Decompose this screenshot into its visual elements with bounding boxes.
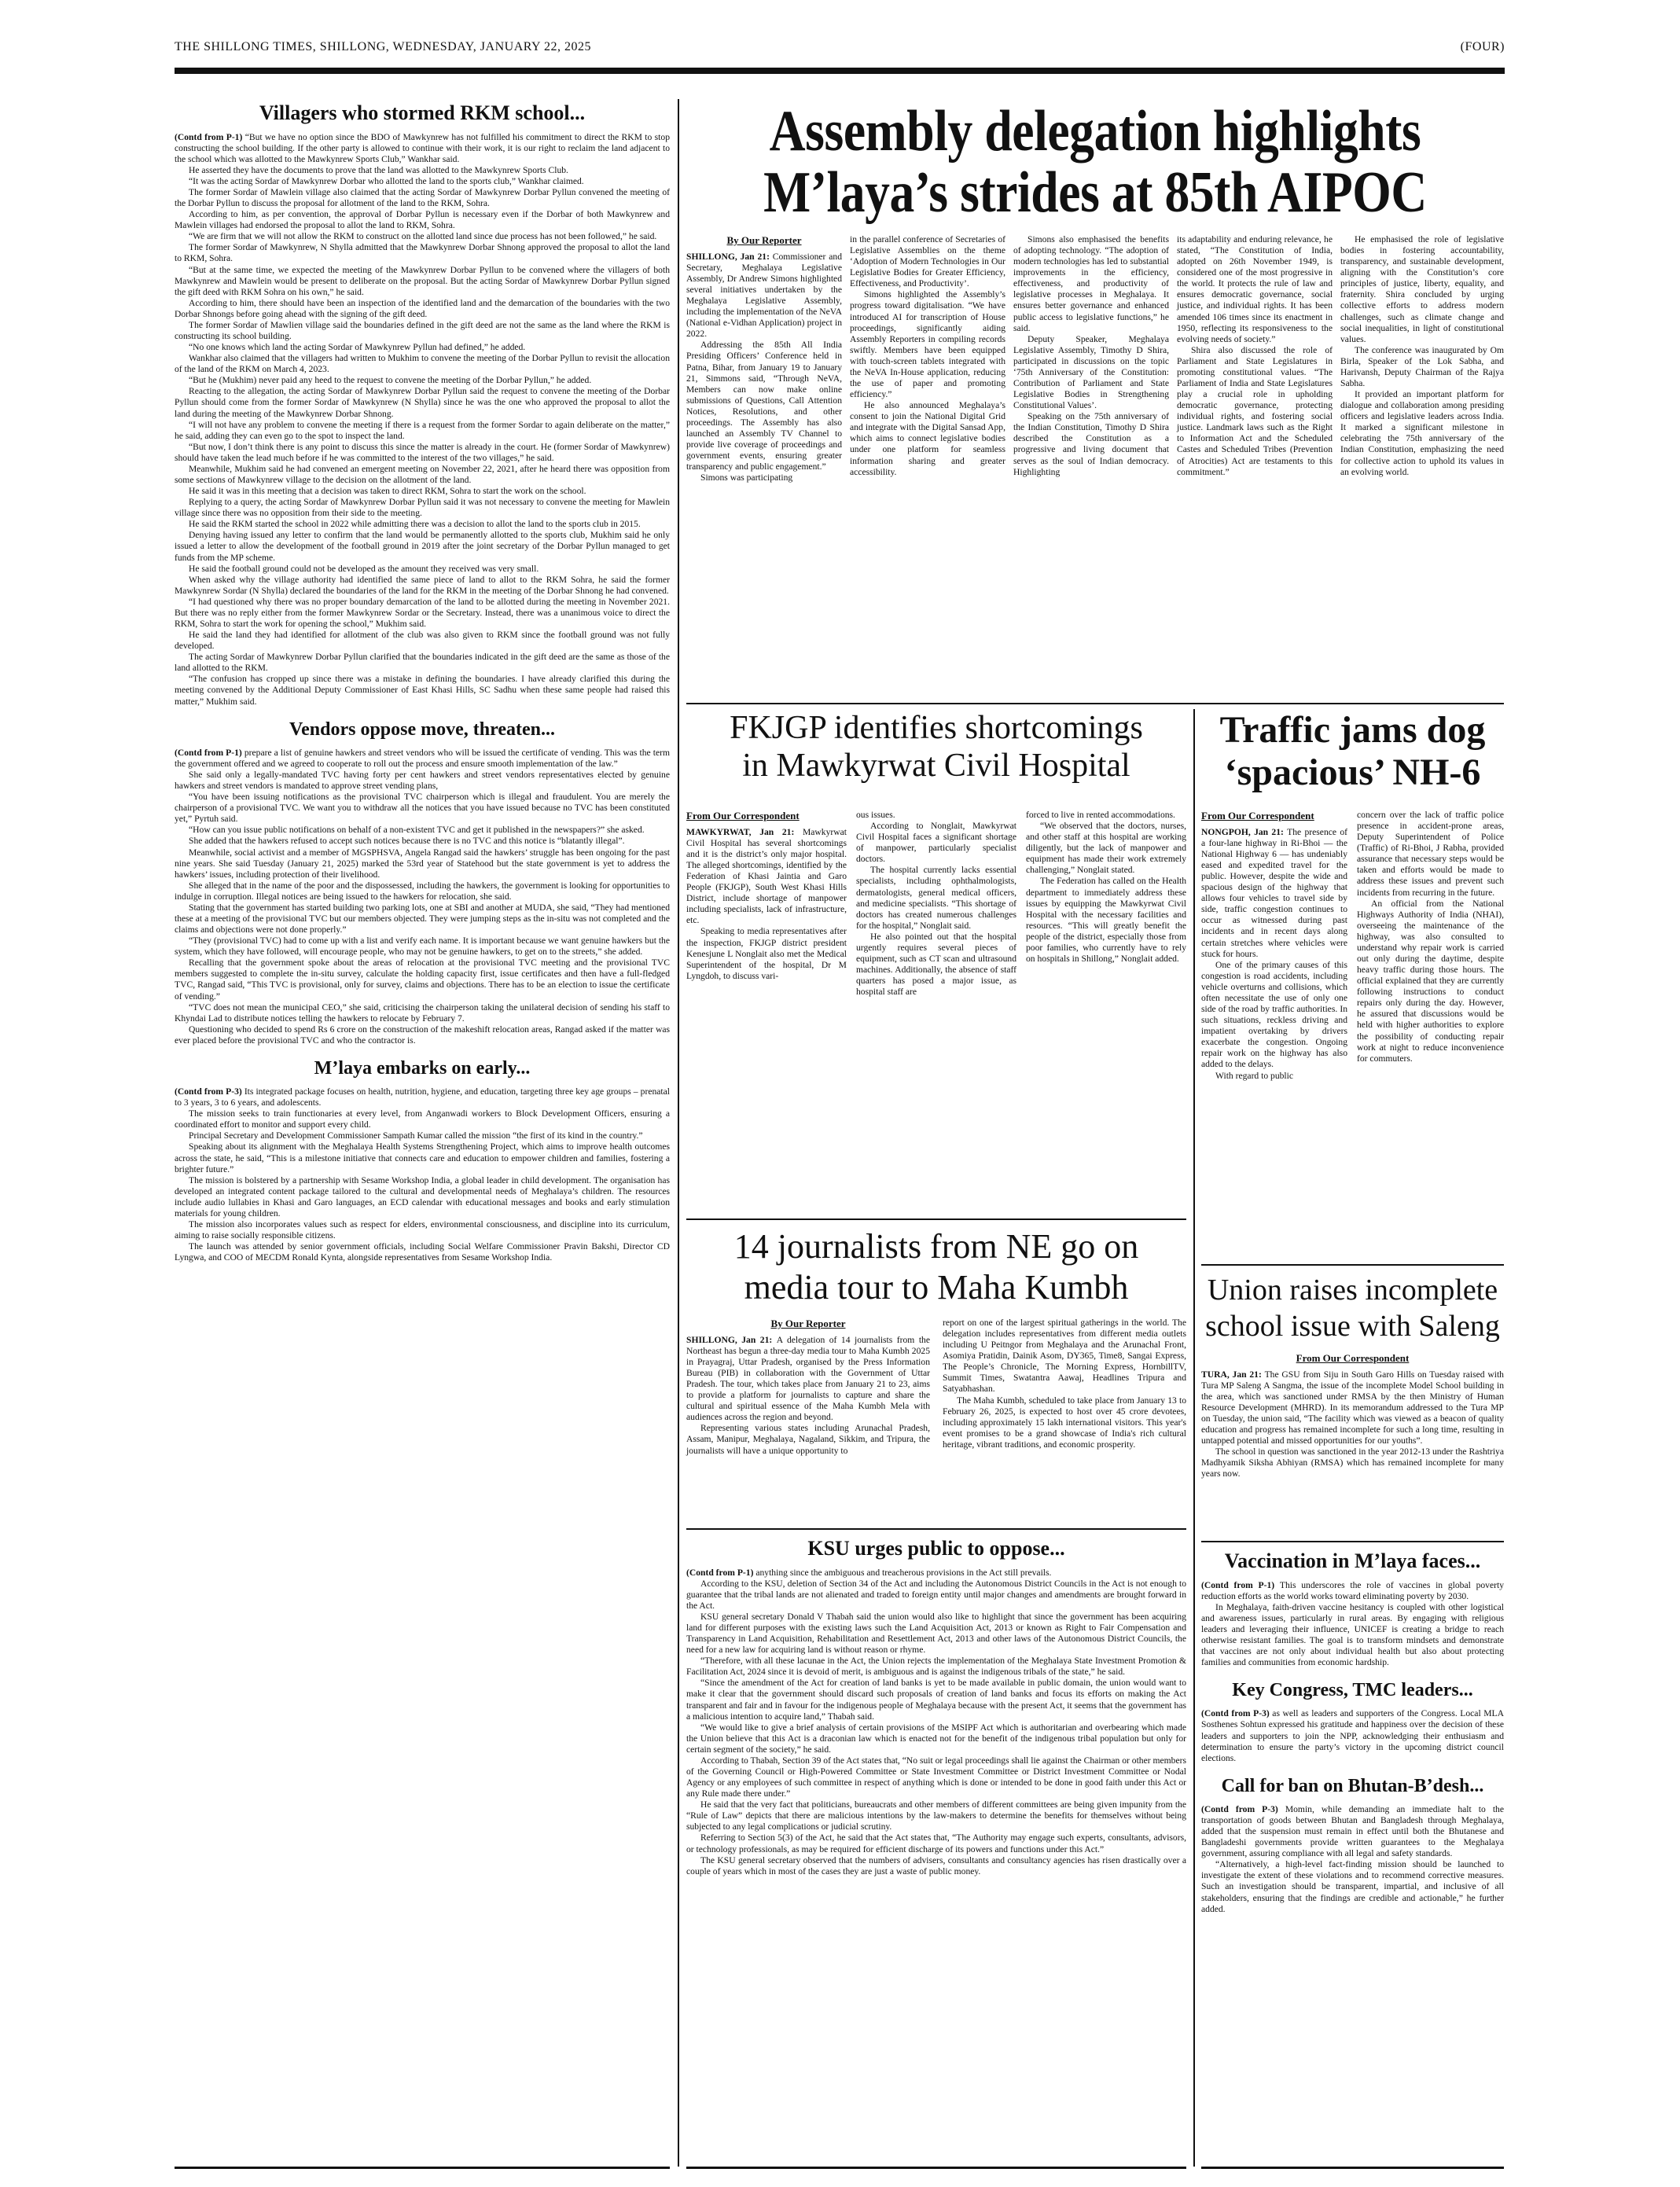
paragraph-text: It provided an important platform for dialogue and collaboration among presiding officers and legislative leaders across India. It marked a significant milestone in celebrating the 75th anniversary of the Indian Constitution, emphasizing the need for collective action to uphold its values in an evolving world. <box>1340 389 1504 477</box>
paragraph-text: He said the RKM started the school in 2022 while admitting there was a decision to allot the land to the sports club in 2015. <box>189 519 641 530</box>
paragraph <box>175 464 670 486</box>
column-divider <box>678 99 679 2167</box>
headline-traffic <box>1201 709 1504 794</box>
continuation-kicker: (Contd from P-1) <box>175 747 244 758</box>
paragraph-text: The conference was inaugurated by Om Birla, Speaker of the Lok Sabha, and Harivansh, Deputy Chairman of the Rajya Sabha. <box>1340 344 1504 389</box>
fkjgp-col-1-text <box>686 827 847 982</box>
paragraph-text: “But at the same time, we expected the meeting of the Mawkynrew Dorbar Pyllun to be convened where the villagers of both Mawkynrew and Mawlein would be present to deliberate on the proposal. But the acting Sordar of Mawkynrew Dorbar Pyllun signed the gift deed with RKM Sohra on his own,” he said. <box>175 264 670 297</box>
body-vendors <box>175 748 670 1046</box>
paragraph-text: Denying having issued any letter to confirm that the land would be permanently allotted to the sports club, Mukhim said he only issued a letter to allow the development of the football ground in 2019 after the joint secretary of the Dorbar Pyllun managed to get funds from the MP scheme. <box>175 530 670 563</box>
left-column <box>175 99 670 2159</box>
right-briefs <box>1201 1547 1504 2160</box>
paragraph <box>175 165 670 176</box>
paragraph <box>943 1395 1186 1450</box>
paragraph <box>1340 234 1504 345</box>
paragraph-text: According to him, as per convention, the approval of Dorbar Pyllun is necessary even if the Dorbar of both Mawkynrew and Mawlein villages had endorsed the proposal to allot the land to RKM, Sohra. <box>175 209 670 231</box>
body-mlaya-embarks <box>175 1086 670 1263</box>
paragraph-text: The presence of a four-lane highway in Ri-Bhoi — the National Highway 6 — has undeniably eased and expedited travel for the public. However, despite the wide and spacious design of the highway that allows four vehicles to travel side by side, traffic congestion continues to occur as witnessed during past incidents and in recent days along certain stretches where vehicles were stuck for hours. <box>1201 826 1347 959</box>
fkjgp-col-2 <box>856 810 1016 1218</box>
paragraph-text: According to Nonglait, Mawkyrwat Civil Hospital faces a significant shortage of manpower, particularly specialist doctors. <box>856 821 1016 865</box>
paragraph-text: According to him, there should have been an inspection of the identified land and the demarcation of the boundaries with the two Dorbar Shnongs before going ahead with the signing of the gift deed. <box>175 297 670 319</box>
paragraph-text: The former Sordar of Mawkynrew, N Shylla admitted that the Mawkynrew Dorbar Shnong approved the proposal to allot the land to RKM, Sohra. <box>175 242 670 264</box>
paragraph <box>1201 1369 1504 1447</box>
paragraph-text: Simons was participating <box>700 472 793 483</box>
paragraph <box>1201 1859 1504 1914</box>
paragraph <box>175 231 670 242</box>
paragraph <box>175 1141 670 1174</box>
paragraph-text: According to Thabah, Section 39 of the Act states that, “No suit or legal proceedings shall lie against the Chairman or other members of the Governing Council or High-Powered Committee or State Investment Committee or District Investment Committee or Nodal Agency or any employees of such committee in respect of anything which is done or intended to be done in good faith under this Act or any Rule made there under.” <box>686 1755 1186 1799</box>
paragraph-text: “But we have no option since the BDO of Mawkynrew has not fulfilled his commitment to direct the RKM to stop constructing the school building. If the other party is allowed to continue with their work, it is our right to reclaim the land adjacent to the school which was allotted to the Mawkynrew Sports Club,” Wankhar said. <box>175 131 670 164</box>
story-bhutan <box>1201 1775 1504 1915</box>
paragraph <box>686 1799 1186 1832</box>
paragraph <box>175 176 670 187</box>
paragraph-text: report on one of the largest spiritual gatherings in the world. The delegation includes representatives from different media outlets including U Peitngor from Meghalaya and the Arunachal Front, Asomiya Pratidin, Dainik Asom, DY365, Time8, Sangai Express, The People’s Chronicle, The Morning Express, HornbillTV, Summit Times, Swatantra Aawaj, Headlines Tripura and Satyabhashan. <box>943 1318 1186 1395</box>
paragraph <box>686 926 847 981</box>
byline-traffic: From Our Correspondent <box>1201 810 1314 822</box>
assembly-col-3-text <box>1013 234 1169 478</box>
paragraph <box>943 1318 1186 1395</box>
paragraph <box>686 1722 1186 1755</box>
paragraph-text: The former Sordar of Mawlein village also claimed that the acting Sordar of Mawkynrew Dorbar Pyllun convened the meeting of the Dorbar Pyllun to discuss the proposal for allotment of the land to the RKM, Sohra. <box>175 186 670 209</box>
paragraph <box>175 1024 670 1046</box>
assembly-col-3 <box>1013 234 1169 706</box>
dateline: MAWKYRWAT, Jan 21: <box>686 826 803 837</box>
paragraph-text: Commissioner and Secretary, Meghalaya Legislative Assembly, Dr Andrew Simons highlighted several initiatives undertaken by the Meghalaya Legislative Assembly, including the implementation of the NeVA (National e-Vidhan Application) project in 2022. <box>686 251 842 340</box>
paragraph <box>1177 234 1333 345</box>
paragraph <box>175 1241 670 1263</box>
paragraph-text: “But now, I don’t think there is any point to discuss this since the matter is already in the court. He (former Sordar of Mawkynrew) should have taken the lead much before if he was committed to the interest of the two villages,” he said. <box>175 441 670 463</box>
paragraph <box>175 486 670 497</box>
paragraph-text: A delegation of 14 journalists from the Northeast has begun a three-day media tour to Maha Kumbh 2025 in Prayagraj, Uttar Pradesh, organised by the Press Information Bureau (PIB) in collaboration with the Government of Uttar Pradesh. The tour, which takes place from January 21 to 23, aims to provide a platform for journalists to capture and share the cultural and spiritual essence of the Maha Kumbh Mela with audiences across the region and beyond. <box>686 1334 930 1423</box>
body-vaccination <box>1201 1580 1504 1669</box>
paragraph <box>686 1423 930 1456</box>
paragraph <box>686 1678 1186 1722</box>
paragraph-text: The launch was attended by senior government officials, including Social Welfare Commissioner Pravin Bakshi, Director CD Lyngwa, and COO of MECDM Ronald Kynta, alongside representatives from Sesame Workshop India. <box>175 1241 670 1263</box>
paragraph-text: Simons highlighted the Assembly’s progress toward digitalisation. “We have introduced AI for transcription of House proceedings, significantly aiding Assembly Reporters in compiling records swiftly. Members have been equipped with touch-screen tablets integrated with the NeVA In-House application, reducing the use of paper and promoting efficiency.” <box>850 289 1005 400</box>
paragraph <box>175 652 670 674</box>
assembly-col-1 <box>686 234 842 706</box>
paragraph <box>175 1130 670 1141</box>
paragraph-text: Mawkyrwat Civil Hospital has several shortcomings and it is the district’s only major hospital. The alleged shortcomings, identified by the Federation of Khasi Jaintia and Garo People (FKJGP), South West Khasi Hills District, include shortage of manpower including specialists, lack of infrastructure, etc. <box>686 826 847 926</box>
paragraph-text: One of the primary causes of this congestion is road accidents, including vehicle overturns and collisions, which often necessitate the use of only one side of the road by traffic authorities. In such situations, reckless driving and impatient overtaking by drivers exacerbate the congestion. Ongoing repair work on the highway has also added to the delays. <box>1201 959 1347 1070</box>
headline-vendors: Vendors oppose move, threaten... <box>289 719 555 740</box>
paragraph-text: “Therefore, with all these lacunae in the Act, the Union rejects the implementation of the Meghalaya State Investment Promotion & Facilitation Act, 2024 since it is devoid of merit, is ambiguous and is against the indigenous tribals of the state,” he said. <box>686 1656 1186 1678</box>
traffic-col-2-text <box>1357 810 1504 1064</box>
paragraph-text: With regard to public <box>1215 1070 1294 1081</box>
paragraph <box>175 1219 670 1241</box>
paragraph-text: The mission seeks to train functionaries at every level, from Anganwadi workers to Block Development Officers, ensuring a coordinated effort to monitor and support every child. <box>175 1108 670 1130</box>
paragraph <box>175 1002 670 1024</box>
fkjgp-col-3-text <box>1026 810 1186 965</box>
paragraph <box>1340 389 1504 478</box>
headline-union-line1: Union raises incomplete <box>1207 1274 1498 1307</box>
paragraph <box>850 234 1005 289</box>
paragraph <box>1201 1580 1504 1602</box>
paragraph-text: “We are firm that we will not allow the RKM to construct on the allotted land since due process has not been followed,” he said. <box>189 231 657 242</box>
body-ksu <box>686 1568 1186 1877</box>
paragraph <box>1201 1602 1504 1668</box>
paragraph <box>175 420 670 442</box>
paragraph <box>1357 810 1504 899</box>
paragraph <box>175 353 670 375</box>
divider-assembly <box>686 703 1504 704</box>
headline-congress: Key Congress, TMC leaders... <box>1232 1680 1473 1701</box>
paragraph-text: When asked why the village authority had identified the same piece of land to allot to the RKM Sohra, he said the former Mawkynrew Sordar (N Shylla) declared the boundaries of the land for the RKM in the meeting of the Dorbar Shnong he had convened. <box>175 574 670 596</box>
byline-assembly: By Our Reporter <box>726 234 802 246</box>
paragraph <box>686 1579 1186 1612</box>
paragraph <box>856 865 1016 931</box>
paragraph-text: Principal Secretary and Development Commissioner Sampath Kumar called the mission “the first of its kind in the country.” <box>189 1130 643 1141</box>
paragraph <box>1013 411 1169 477</box>
end-rule-right <box>1201 2167 1504 2169</box>
paragraph <box>175 342 670 353</box>
paragraph-text: “I had questioned why there was no proper boundary demarcation of the land to be allotted during the meeting in November 2021. But there was no reply either from the former Mawkynrew Sordar or the Secretary. Instead, there was a unanimous voice to direct the RKM, Sohra to start the work for opening the school,” Mukhim said. <box>175 596 670 630</box>
paragraph <box>175 630 670 652</box>
divider-union <box>1201 1541 1504 1542</box>
paragraph-text: According to the KSU, deletion of Section 34 of the Act and including the Autonomous District Councils in the Act is not enough to guarantee that the tribal lands are not alienated and traded to foreign entity until major changes and amendments are brought forward in the Act. <box>686 1578 1186 1611</box>
paragraph <box>1357 899 1504 1064</box>
paragraph <box>1340 345 1504 389</box>
assembly-col-2 <box>850 234 1005 706</box>
byline-fkjgp: From Our Correspondent <box>686 810 800 822</box>
paragraph-text: She added that the hawkers refused to accept such notices because there is no TVC and this notice is “blatantly illegal”. <box>189 836 625 847</box>
paragraph <box>1201 1804 1504 1859</box>
body-bhutan <box>1201 1804 1504 1915</box>
paragraph <box>175 375 670 386</box>
dateline: TURA, Jan 21: <box>1201 1369 1265 1380</box>
paragraph-text: “The confusion has cropped up since there was a mistake in defining the boundaries. I have already clarified this during the meeting convened by the Additional Deputy Commissioner of East Khasi Hills, SC Sadhu when these same people had raised this matter,” Mukhim said. <box>175 674 670 707</box>
story-ksu <box>686 1535 1186 2156</box>
paragraph-text: “You have been issuing notifications as the provisional TVC chairperson which is illegal and fraudulent. You are merely the chairperson of a provisional TVC. We want you to withdraw all the notices that you have issued because no TVC has been constituted yet,” Pyrtuh said. <box>175 792 670 825</box>
paragraph <box>686 1832 1186 1854</box>
paragraph <box>175 386 670 419</box>
paragraph-text: ous issues. <box>856 810 895 820</box>
paragraph <box>1201 827 1347 960</box>
paragraph-text: Recalling that the government spoke about the areas of relocation at the provisional TVC meeting and the provisional TVC members suggested to complete the in-situ survey, calculate the holding capacity first, issue certificates and then have a full-fledged TVC, Rangad said, “This TVC is provisional, only for survey, claims and objections. There has to be an election to issue the certificate of vending.” <box>175 958 670 1002</box>
paragraph <box>175 935 670 958</box>
paragraph-text: Replying to a query, the acting Sordar of Mawkynrew Dorbar Pyllun said it was not necessary to convene the meeting for Mawlein village since there was no opposition from their side to the meeting. <box>175 497 670 519</box>
end-rule-middle <box>686 2167 1186 2169</box>
fkjgp-col-1 <box>686 810 847 1218</box>
paragraph-text: concern over the lack of traffic police presence in accident-prone areas, Deputy Superintendent of Police (Traffic) of Ri-Bhoi, J Rabha, provided assurance that necessary steps would be taken and efforts would be made to address these issues and prevent such incidents from recurring in the future. <box>1357 810 1504 898</box>
headline-ksu: KSU urges public to oppose... <box>807 1537 1065 1560</box>
paragraph-text: “Alternatively, a high-level fact-finding mission should be launched to investigate the extent of these violations and to recommend corrective measures. Such an investigation should be transparent, impartial, and inclusive of all stakeholders, ensuring that the findings are credible and actionable,” he further added. <box>1201 1859 1504 1914</box>
paragraph <box>175 575 670 597</box>
paragraph <box>686 340 842 472</box>
traffic-col-2 <box>1357 810 1504 1266</box>
paragraph-text: Deputy Speaker, Meghalaya Legislative Assembly, Timothy D Shira, participated in discussions on the topic ‘75th Anniversary of the Constitution: Contribution of Parliament and State Legislative Bodies in Strengthening Constitutional Values’. <box>1013 333 1169 411</box>
divider-traffic <box>1201 1264 1504 1266</box>
paragraph <box>175 242 670 264</box>
paragraph-text: its adaptability and enduring relevance, he stated, “The Constitution of India, adopted on 26th November 1949, is considered one of the most progressive in the world. It protects the rule of law and ensures democratic governance, social justice, and individual rights. It has been amended 106 times since its enactment in 1950, reflecting its responsiveness to the evolving needs of society.” <box>1177 234 1333 344</box>
paragraph-text: This underscores the role of vaccines in global poverty reduction efforts as the world works toward eliminating poverty by 2030. <box>1201 1579 1504 1601</box>
paragraph-text: Questioning who decided to spend Rs 6 crore on the construction of the makeshift relocation areas, Rangad asked if the matter was ever placed before the provisional TVC and who the contractor is. <box>175 1024 670 1046</box>
paragraph-text: in the parallel conference of Secretaries of Legislative Assemblies on the theme ‘Adoption of Modern Technologies in Our Legislative Bodies for Greater Efficiency, Effectiveness, and Productivity’. <box>850 234 1005 289</box>
headline-journalists-line1: 14 journalists from NE go on <box>733 1227 1139 1266</box>
headline-villagers: Villagers who stormed RKM school... <box>259 101 586 124</box>
paragraph-text: The hospital currently lacks essential specialists, including ophthalmologists, dermatologists, general medical officers, and medicine specialists. “This shortage of doctors has created numerous challenges for the hospital,” Nonglait said. <box>856 865 1016 931</box>
paragraph-text: Speaking on the 75th anniversary of the Indian Constitution, Timothy D Shira described the Constitution as a progressive and living document that serves as the soul of Indian democracy. Highlighting <box>1013 411 1169 477</box>
paragraph <box>856 932 1016 998</box>
paragraph-text: KSU general secretary Donald V Thabah said the union would also like to highlight that since the government has been acquiring land for different purposes with the existing laws such the Land Acquisition Act, 2013 or known as Right to Fair Compensation and Transparency in Land Acquisition, Rehabilitation and Resettlement Act, 2013 and other laws of the Autonomous District Councils, the need for a new law for acquiring land is without reason or rhyme. <box>686 1611 1186 1656</box>
paragraph <box>175 187 670 209</box>
paragraph <box>1177 345 1333 478</box>
masthead-title: THE SHILLONG TIMES, SHILLONG, WEDNESDAY, JANUARY 22, 2025 <box>175 40 591 53</box>
paragraph <box>1026 821 1186 876</box>
paragraph-text: “I will not have any problem to convene the meeting if there is a request from the former Sordar to again deliberate on the matter,” he said, adding they can even go to the spot to inspect the land. <box>175 419 670 441</box>
continuation-kicker: (Contd from P-3) <box>175 1086 244 1097</box>
body-villagers <box>175 132 670 708</box>
headline-vaccination: Vaccination in M’laya faces... <box>1224 1549 1481 1572</box>
paragraph <box>175 320 670 342</box>
fkjgp-col-3 <box>1026 810 1186 1218</box>
paragraph <box>175 958 670 1002</box>
paragraph <box>175 880 670 902</box>
paragraph-text: He also announced Meghalaya’s consent to join the National Digital Grid and integrate with the Digital Sansad App, which aims to connect legislative bodies under one platform for seamless information sharing and greater accessibility. <box>850 400 1005 477</box>
paragraph-text: “No one knows which land the acting Sordar of Mawkynrew Pyllun had defined,” he added. <box>189 342 526 353</box>
dateline: NONGPOH, Jan 21: <box>1201 826 1288 837</box>
continuation-kicker: (Contd from P-1) <box>175 131 245 142</box>
assembly-col-5 <box>1340 234 1504 706</box>
union-text <box>1201 1369 1504 1480</box>
paragraph <box>175 209 670 231</box>
paragraph-text: He said the football ground could not be developed as the amount they received was very small. <box>189 563 539 574</box>
paragraph-text: “But he (Mukhim) never paid any heed to the request to convene the meeting of the Dorbar Pyllun,” he added. <box>189 375 592 386</box>
headline-assembly-line2: M’laya’s strides at 85th AIPOC <box>763 160 1427 225</box>
story-congress <box>1201 1679 1504 1764</box>
headline-mlaya-embarks: M’laya embarks on early... <box>314 1057 531 1079</box>
paragraph <box>686 472 842 483</box>
paragraph-text: In Meghalaya, faith-driven vaccine hesitancy is coupled with other logistical and awareness issues, particularly in rural areas. By engaging with religious leaders and leveraging their influence, UNICEF is creating a bridge to reach otherwise resistant families. The goal is to transform mindsets and demonstrate that vaccines are not only about individual health but also about protecting families and communities from economic hardship. <box>1201 1601 1504 1668</box>
paragraph <box>175 1108 670 1130</box>
assembly-col-1-text <box>686 252 842 484</box>
paragraph <box>175 1175 670 1219</box>
paragraph <box>175 564 670 575</box>
headline-journalists-line2: media tour to Maha Kumbh <box>744 1268 1129 1307</box>
paragraph-text: Meanwhile, Mukhim said he had convened an emergent meeting on November 22, 2021, after he heard there was opposition from some sections of Mawkynrew village to the decision on the allotment of the land. <box>175 463 670 485</box>
paragraph-text: The Federation has called on the Health department to immediately address these issues by equipping the Mawkyrwat Civil Hospital with the necessary facilities and resources. “This will greatly benefit the people of the district, especially those from poor families, who currently have to rely on hospitals in Shillong,” Nonglait added. <box>1026 876 1186 965</box>
byline-journalists: By Our Reporter <box>770 1318 846 1329</box>
continuation-kicker: (Contd from P-1) <box>686 1567 756 1578</box>
paragraph <box>175 132 670 165</box>
paragraph-text: “They (provisional TVC) had to come up with a list and verify each name. It is important because we want genuine hawkers but the system, which they have followed, will encourage people, who may not be genuine hawkers, to get on to the streets,” she added. <box>175 935 670 958</box>
paragraph <box>1026 876 1186 965</box>
paragraph-text: prepare a list of genuine hawkers and street vendors who will be issued the certificate of vending. This was the term the government offered and we agreed to cooperate to roll out the process and ensure smooth implementation of the law.” <box>175 747 670 769</box>
end-rule-left <box>175 2167 670 2169</box>
byline-union: From Our Correspondent <box>1296 1352 1410 1364</box>
paragraph-text: He emphasised the role of legislative bodies in fostering accountability, transparency, and sustainable development, aligning with the Constitution’s core principles of justice, liberty, equality, and fraternity. Shira concluded by urging collective efforts to address modern challenges, such as climate change and social inequalities, in light of constitutional values. <box>1340 234 1504 344</box>
paragraph <box>175 674 670 707</box>
dateline: SHILLONG, Jan 21: <box>686 251 773 262</box>
paragraph-text: Momin, while demanding an immediate halt to the transportation of goods between Bhutan and Bangladesh through Meghalaya, added that the suspension must remain in effect until both the Bhutanese and Bangladeshi governments provide written guarantees to the Meghalaya government, assuring compliance with all legal and safety standards. <box>1201 1803 1504 1859</box>
paragraph-text: The Maha Kumbh, scheduled to take place from January 13 to February 26, 2025, is expected to host over 45 crore devotees, including approximately 15 lakh international visitors. This year's event promises to be a grand showcase of India's rich cultural heritage, vibrant traditions, and economic prosperity. <box>943 1395 1186 1450</box>
paragraph-text: The former Sordar of Mawlien village said the boundaries defined in the gift deed are not the same as the land where the RKM is constructing its school building. <box>175 319 670 341</box>
paragraph-text: The KSU general secretary observed that the numbers of advisers, consultants and consultancy agencies has risen drastically over a couple of years which in most of the cases they are just a waste of public money. <box>686 1854 1186 1876</box>
paragraph-text: “Since the amendment of the Act for creation of land banks is yet to be made available in public domain, the union would want to make it clear that the government should discard such proposals of creation of land banks and focus its efforts on making the Act transparent and fair and in favour for the indigenous people of Meghalaya because with the present Act, it seems that the government has a malicious intention to acquire land,” Thabah said. <box>686 1678 1186 1722</box>
paragraph-text: Wankhar also claimed that the villagers had written to Mukhim to convene the meeting of the Dorbar Pyllun to revisit the allocation of the land of the RKM on March 4, 2023. <box>175 353 670 375</box>
paragraph-text: Stating that the government has started building two parking lots, one at SBI and another at MUDA, she said, “They had mentioned these at a meeting of the provisional TVC but our members objected. They were jumping steps as the in-situ was not completed and the claims and objections were not done properly.” <box>175 902 670 935</box>
paragraph-text: She said only a legally-mandated TVC having forty per cent hawkers and street vendors representatives elected by genuine hawkers and street vendors is mandated to approve street vending plans, <box>175 769 670 792</box>
paragraph <box>175 770 670 792</box>
paragraph-text: He said that the very fact that politicians, bureaucrats and other members of different committees are being given impunity from the “Rule of Law” depicts that there are malicious intentions by the law-makers to determine the benefits for themselves without being subjected to any legal complications or judicial scrutiny. <box>686 1799 1186 1832</box>
headline-traffic-line1: Traffic jams dog <box>1219 709 1486 751</box>
paragraph-text: He also pointed out that the hospital urgently requires several pieces of equipment, such as CT scan and ultrasound machines. Additionally, the absence of staff quarters has posed a major issue, as hospital staff are <box>856 931 1016 998</box>
paragraph <box>1013 334 1169 412</box>
continuation-kicker: (Contd from P-1) <box>1201 1579 1280 1590</box>
headline-traffic-line2: ‘spacious’ NH-6 <box>1224 752 1481 793</box>
paragraph-text: The GSU from Siju in South Garo Hills on Tuesday raised with Tura MP Saleng A Sangma, the issue of the incomplete Model School building in the area, which was sanctioned under RMSA by the then Ministry of Human Resource Development (MHRD). In its memorandum addressed to the Tura MP on Tuesday, the union said, “The facility which was viewed as a beacon of quality education and progress has remained incomplete for such a long time, resulting in untapped potential and missed opportunities for our youths”. <box>1201 1369 1504 1446</box>
paragraph <box>856 810 1016 821</box>
paragraph <box>175 902 670 935</box>
assembly-col-4-text <box>1177 234 1333 478</box>
paragraph-text: “TVC does not mean the municipal CEO,” she said, criticising the chairperson taking the unilateral decision of sending his staff to Khyndai Lad to distribute notices telling the hawkers to relocate by February 7. <box>175 1002 670 1024</box>
paragraph <box>1013 234 1169 334</box>
paragraph <box>686 1612 1186 1656</box>
paragraph <box>850 400 1005 478</box>
paragraph <box>175 836 670 847</box>
continuation-kicker: (Contd from P-3) <box>1201 1803 1285 1814</box>
headline-union-line2: school issue with Saleng <box>1205 1310 1500 1343</box>
paragraph-text: Simons also emphasised the benefits of adopting technology. “The adoption of modern technologies has led to substantial improvements in the efficiency, effectiveness, and productivity of legislative processes in Meghalaya. It ensures better governance and enhanced public access to legislative functions,” he said. <box>1013 234 1169 333</box>
paragraph-text: Speaking to media representatives after the inspection, FKJGP district president Kenesjune L Nonglait also met the Medical Superintendent of the hospital, Dr M Lyngdoh, to discuss vari- <box>686 926 847 981</box>
assembly-col-2-text <box>850 234 1005 478</box>
paragraph <box>175 298 670 320</box>
top-rule <box>175 68 1505 74</box>
paragraph-text: “We observed that the doctors, nurses, and other staff at this hospital are working diligently, but the lack of manpower and equipment has made their work extremely challenging,” Nonglait stated. <box>1026 821 1186 876</box>
paragraph <box>1026 810 1186 821</box>
traffic-col-1 <box>1201 810 1347 1266</box>
paragraph <box>850 289 1005 400</box>
paragraph-text: He said the land they had identified for allotment of the club was also given to RKM since the football ground was not fully developed. <box>175 630 670 652</box>
journalists-col-1-text <box>686 1335 930 1457</box>
column-divider-right <box>1193 709 1195 2167</box>
paragraph <box>175 748 670 770</box>
paragraph <box>686 1568 1186 1579</box>
page-masthead <box>175 38 1505 57</box>
paragraph-text: forced to live in rented accommodations. <box>1026 810 1175 820</box>
paragraph-text: Addressing the 85th All India Presiding Officers’ Conference held in Patna, Bihar, from January 19 to January 21, Simmons said, “Through NeVA, Members can now make online submissions of Questions, Call Attention Notices, Resolutions, and other proceedings. The Assembly has also launched an Assembly TV Channel to provide live coverage of proceedings and government events, ensuring greater transparency and public engagement.” <box>686 340 842 472</box>
story-vendors <box>175 719 670 1046</box>
paragraph-text: He asserted they have the documents to prove that the land was allotted to the Mawkynrew Sports Club. <box>189 164 568 175</box>
headline-fkjgp-line1: FKJGP identifies shortcomings <box>730 710 1143 746</box>
headline-assembly <box>744 101 1447 223</box>
story-vaccination <box>1201 1549 1504 1668</box>
paragraph-text: He said it was in this meeting that a decision was taken to direct RKM, Sohra to start the work on the school. <box>189 486 586 497</box>
paragraph <box>175 792 670 825</box>
paragraph-text: Meanwhile, social activist and a member of MGSPHSVA, Angela Rangad said the hawkers’ struggle has been ongoing for the past nine years. She said Tuesday (January 21, 2025) marked the 53rd year of Statehood but the state government is yet to address the hawkers’ issues, including protection of their livelihood. <box>175 847 670 880</box>
assembly-col-5-text <box>1340 234 1504 478</box>
paragraph <box>1201 1071 1347 1082</box>
assembly-col-4 <box>1177 234 1333 706</box>
paragraph-text: She alleged that in the name of the poor and the dispossessed, including the hawkers, the government is looking for opportunities to indulge in corruption. Illegal notices are being issued to the hawkers for relocation, she said. <box>175 880 670 902</box>
dateline: SHILLONG, Jan 21: <box>686 1334 777 1345</box>
paragraph <box>686 827 847 927</box>
divider-fkjgp <box>686 1218 1186 1220</box>
paragraph-text: “We would like to give a brief analysis of certain provisions of the MSIPF Act which is authoritarian and overbearing which made the Union believe that this Act is a draconian law which is enacted not for the benefit of the indigenous tribal population but only for certain segment of the society,” he said. <box>686 1722 1186 1755</box>
paragraph-text: Shira also discussed the role of Parliament and State Legislatures in promoting constitutional values. “The Parliament of India and State Legislatures play a crucial role in upholding democratic governance, protecting individual rights, and fostering social justice. Landmark laws such as the Right to Information Act and the Scheduled Castes and Scheduled Tribes (Prevention of Atrocities) Act are testaments to this commitment.” <box>1177 344 1333 477</box>
paragraph <box>686 1656 1186 1678</box>
paragraph <box>686 1755 1186 1799</box>
paragraph <box>686 252 842 340</box>
paragraph-text: Its integrated package focuses on health, nutrition, hygiene, and education, targeting three key age groups – prenatal to 3 years, 3 to 6 years, and adolescents. <box>175 1086 670 1108</box>
headline-union <box>1201 1272 1504 1344</box>
paragraph <box>1201 960 1347 1071</box>
paragraph-text: The mission is bolstered by a partnership with Sesame Workshop India, a global leader in child development. The organisation has developed an integrated content package tailored to the cultural and developmental needs of Meghalaya’s children. The resources include audio lullabies in Khasi and Garo languages, an ECD calendar with educational messages and books and early stimulation materials for young children. <box>175 1174 670 1218</box>
journalists-col-2-text <box>943 1318 1186 1450</box>
paragraph-text: Speaking about its alignment with the Meghalaya Health Systems Strengthening Project, which aims to improve health outcomes across the state, he said, “This is a milestone initiative that connects care and education to empower children and families, fostering a brighter future.” <box>175 1141 670 1174</box>
page-number: (FOUR) <box>1460 40 1505 53</box>
headline-assembly-line1: Assembly delegation highlights <box>769 99 1421 164</box>
paragraph <box>175 847 670 880</box>
paragraph <box>686 1335 930 1424</box>
headline-bhutan: Call for ban on Bhutan-B’desh... <box>1221 1775 1484 1796</box>
paragraph <box>175 530 670 563</box>
paragraph-text: The acting Sordar of Mawkynrew Dorbar Pyllun clarified that the boundaries indicated in the gift deed are the same as those of the land allotted to the RKM. <box>175 652 670 674</box>
paragraph-text: anything since the ambiguous and treacherous provisions in the Act still prevails. <box>755 1567 1052 1578</box>
paragraph-text: Representing various states including Arunachal Pradesh, Assam, Manipur, Meghalaya, Nagaland, Sikkim, and Tripura, the journalists will have a unique opportunity to <box>686 1423 930 1456</box>
body-congress <box>1201 1708 1504 1763</box>
paragraph <box>175 597 670 630</box>
paragraph <box>175 519 670 530</box>
paragraph <box>1201 1446 1504 1479</box>
paragraph <box>175 825 670 836</box>
paragraph-text: “It was the acting Sordar of Mawkynrew Dorbar who allotted the land to the sports club,” Wankhar claimed. <box>189 175 584 186</box>
paragraph <box>175 497 670 519</box>
paragraph <box>175 442 670 464</box>
paragraph-text: as well as leaders and supporters of the Congress. Local MLA Sosthenes Sohtun expressed his gratitude and happiness over the decision of these leaders and supporters to join the NPP, acknowledging their enthusiasm and determination to ensure the party’s victory in the upcoming district council elections. <box>1201 1708 1504 1763</box>
paragraph-text: “How can you issue public notifications on behalf of a non-existent TVC and get it published in the newspapers?” she asked. <box>189 825 645 836</box>
paragraph-text: Referring to Section 5(3) of the Act, he said that the Act states that, “The Authority may engage such experts, consultants, advisors, or technology professionals, as may be required for efficient discharge of its powers and functions under this Act.” <box>686 1832 1186 1854</box>
paragraph <box>175 265 670 298</box>
paragraph <box>175 1086 670 1108</box>
traffic-col-1-text <box>1201 827 1347 1082</box>
story-mlaya-embarks <box>175 1057 670 1263</box>
headline-journalists <box>686 1226 1186 1308</box>
fkjgp-col-2-text <box>856 810 1016 998</box>
paragraph <box>686 1855 1186 1877</box>
paragraph-text: Reacting to the allegation, the acting Sordar of Mawkynrew Dorbar Pyllun said the request to convene the meeting of the Dorbar Pyllun should come from the former Sordar of Mawkynrew (N Shylla) since he was the one who approved the proposal to allot the land during the meeting of the Mawkynrew Dorbar Shnong. <box>175 386 670 419</box>
headline-fkjgp-line2: in Mawkyrwat Civil Hospital <box>742 748 1130 784</box>
divider-journalists <box>686 1528 1186 1530</box>
story-villagers <box>175 101 670 708</box>
continuation-kicker: (Contd from P-3) <box>1201 1708 1273 1719</box>
paragraph-text: An official from the National Highways Authority of India (NHAI), overseeing the maintenance of the highway, was also consulted to understand why repair work is carried out only during the daytime, despite heavy traffic during those hours. The official explained that they are currently following instructions to conduct repairs only during the day. However, he assured that discussions would be held with higher authorities to explore the possibility of conducting repair work at night to reduce inconvenience for commuters. <box>1357 898 1504 1064</box>
paragraph <box>1201 1708 1504 1763</box>
paragraph <box>856 821 1016 865</box>
paragraph-text: The school in question was sanctioned in the year 2012-13 under the Rashtriya Madhyamik Siksha Abhiyan (RMSA) which has remained incomplete for many years now. <box>1201 1446 1504 1479</box>
headline-fkjgp <box>686 709 1186 785</box>
paragraph-text: The mission also incorporates values such as respect for elders, environmental consciousness, and discipline into its curriculum, aiming to raise socially responsible citizens. <box>175 1219 670 1241</box>
